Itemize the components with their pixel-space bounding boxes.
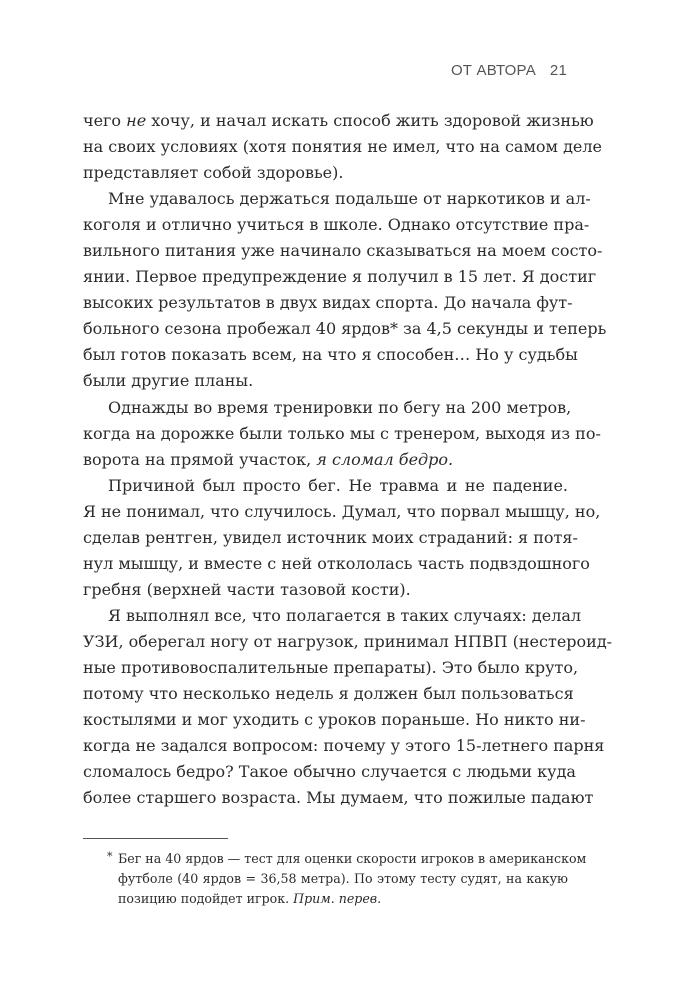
text-line [83,108,594,134]
text-segment: Однажды во время тренировки по бегу на 200 метров, [108,397,572,417]
text-segment: был готов показать всем, на что я способен… Но у судьбы [83,345,578,365]
running-header [451,62,567,79]
footnote-line [118,869,568,889]
italic-text: я сломал бедро. [316,449,454,469]
text-segment: нул мышцу, и вместе с ней откололась часть подвздошного [83,553,590,573]
text-segment: костылями и мог уходить с уроков пораньше. Но никто ни- [83,710,586,730]
text-line [83,447,568,473]
text-line [83,603,582,629]
text-line [83,733,605,759]
footnote-line [118,889,568,909]
footnote-marker: * [107,850,113,863]
text-segment: футболе (40 ярдов = 36,58 метра). По этому тесту судят, на какую [118,871,568,886]
body-text [83,108,613,811]
text-line [83,577,568,603]
text-line [83,160,568,186]
text-line [83,499,601,525]
text-segment: УЗИ, оберегал ногу от нагрузок, принимал НПВП (нестероид- [83,631,613,651]
italic-text: не [126,111,147,130]
text-segment: Причиной был просто бег. Не травма и не падение. [108,475,568,495]
text-line [83,316,607,342]
text-segment: янии. Первое предупреждение я получил в 15 лет. Я достиг [83,267,597,287]
text-segment: хочу, и начал искать способ жить здоровой жизнью [146,111,594,130]
text-line [83,629,613,655]
text-line [83,473,568,499]
text-segment: Бег на 40 ярдов — тест для оценки скорости игроков в американском [118,851,587,866]
text-segment: коголя и отлично учиться в школе. Однако отсутствие пра- [83,215,590,235]
text-line [83,421,601,447]
text-segment: когда не задался вопросом: почему у этого 15-летнего парня [83,736,605,756]
text-line [83,707,586,733]
section-title: ОТ АВТОРА [450,62,536,79]
page-number: 21 [549,62,567,79]
text-segment: потому что несколько недель я должен был пользоваться [83,684,574,704]
text-segment: сломалось бедро? Такое обычно случается с людьми куда [83,762,576,782]
text-line [83,395,572,421]
text-line [83,681,574,707]
text-segment: сделав рентген, увидел источник моих страданий: я потя- [83,527,578,547]
text-segment: Мне удавалось держаться подальше от наркотиков и ал- [108,189,591,209]
text-segment: больного сезона пробежал 40 ярдов* за 4,5 секунды и теперь [83,319,607,339]
footnote-line [107,849,587,869]
text-line [83,785,594,811]
text-segment: на своих условиях (хотя понятия не имел, что на самом деле [83,137,603,157]
text-segment: Я выполнял все, что полагается в таких случаях: делал [108,605,582,625]
text-segment: позицию подойдет игрок. [118,891,294,906]
text-segment: высоких результатов в двух видах спорта. До начала фут- [83,293,573,313]
text-line [83,186,591,212]
text-line [83,290,573,316]
footnote [107,849,587,909]
text-line [83,212,590,238]
footnote-divider [83,838,228,839]
text-line [83,238,603,264]
italic-text: Прим. перев. [293,891,382,906]
text-segment: ные противовоспалительные препараты). Это было круто, [83,657,579,677]
text-line [83,264,597,290]
text-segment: были другие планы. [83,371,254,391]
text-segment: более старшего возраста. Мы думаем, что пожилые падают [83,788,594,808]
text-line [83,759,576,785]
text-segment: Я не понимал, что случилось. Думал, что порвал мышцу, но, [83,501,601,521]
text-segment: ворота на прямой участок, [83,449,317,469]
text-line [83,342,578,368]
text-segment: вильного питания уже начинало сказываться на моем состо- [83,241,603,261]
text-segment: чего [83,111,127,130]
text-segment: представляет собой здоровье). [83,163,344,183]
text-segment: гребня (верхней части тазовой кости). [83,579,411,599]
text-line [83,551,590,577]
text-line [83,368,568,394]
text-line [83,525,578,551]
text-line [83,655,579,681]
text-line [83,134,603,160]
text-segment: когда на дорожке были только мы с тренером, выходя из по- [83,423,601,443]
